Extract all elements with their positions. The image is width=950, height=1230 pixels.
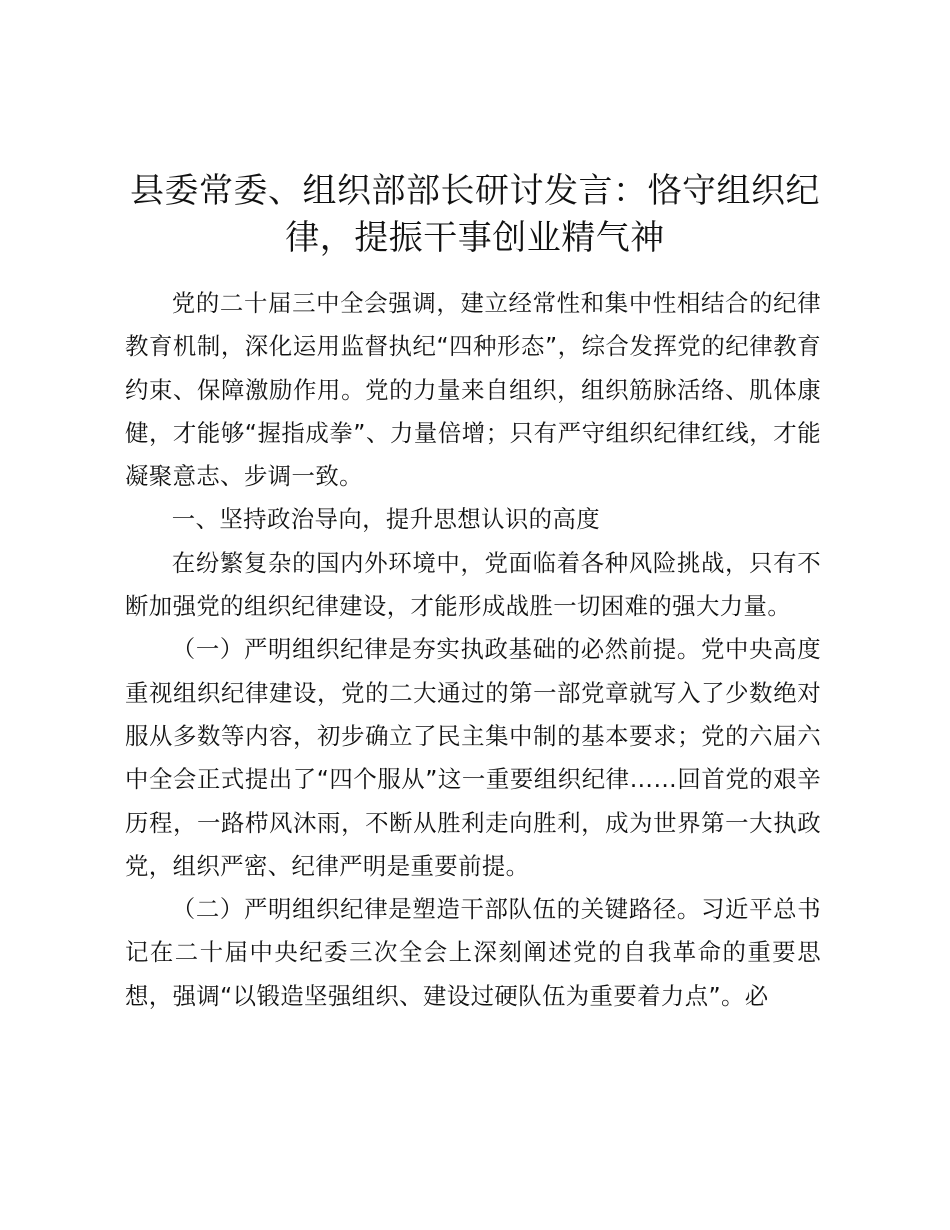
document-title: 县委常委、组织部部长研讨发言：恪守组织纪律，提振干事创业精气神 [130, 171, 820, 258]
paragraph-section-1-intro: 在纷繁复杂的国内外环境中，党面临着各种风险挑战，只有不断加强党的组织纪律建设，才能形成战胜一切困难的强大力量。 [125, 548, 821, 621]
paragraph-point-1: （一）严明组织纪律是夯实执政基础的必然前提。党中央高度重视组织纪律建设，党的二大通过的第一部党章就写入了少数绝对服从多数等内容，初步确立了民主集中制的基本要求；党的六届六中全会正式提出了“四个服从”这一重要组织纪律……回首党的艰辛历程，一路栉风沐雨，不断从胜利走向胜利，成为世界第一大执政党，组织严密、纪律严明是重要前提。 [125, 635, 821, 880]
paragraph-point-2: （二）严明组织纪律是塑造干部队伍的关键路径。习近平总书记在二十届中央纪委三次全会上深刻阐述党的自我革命的重要思想，强调“以锻造坚强组织、建设过硬队伍为重要着力点”。必 [125, 895, 821, 1010]
paragraph-intro: 党的二十届三中全会强调，建立经常性和集中性相结合的纪律教育机制，深化运用监督执纪“四种形态”，综合发挥党的纪律教育约束、保障激励作用。党的力量来自组织，组织筋脉活络、肌体康健，才能够“握指成拳”、力量倍增；只有严守组织纪律红线，才能凝聚意志、步调一致。 [125, 289, 821, 491]
section-heading-1: 一、坚持政治导向，提升思想认识的高度 [171, 505, 601, 534]
document-body [125, 282, 821, 1018]
